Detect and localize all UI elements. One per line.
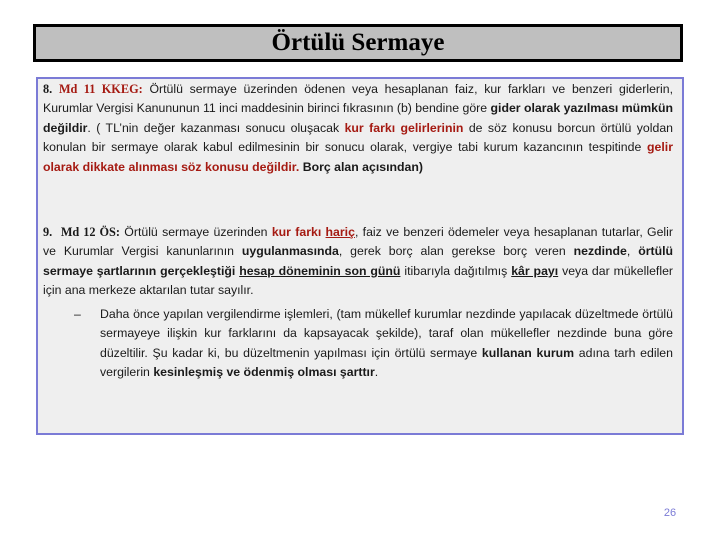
p8-red-2: gelir olarak dikkate alınması söz konusu değildir. bbox=[43, 140, 673, 174]
sub-text-2: adına tarh edilen vergilerin bbox=[100, 345, 673, 380]
p9-bold-3: örtülü sermaye şartlarının gerçekleştiği bbox=[43, 244, 674, 278]
p9-bold-underline-1: hesap döneminin son günü bbox=[239, 263, 401, 278]
p9-bold-2: nezdinde bbox=[573, 244, 627, 259]
p8-text-1: Örtülü sermaye üzerinden ödenen veya hesaplanan faiz, kur farkları ve benzeri giderlerin, Kurumlar Vergisi Kanununun 11 inci maddesinin birinci fıkrasının (b) bendine göre bbox=[43, 82, 673, 116]
page-number: 26 bbox=[663, 507, 677, 519]
p9-bold-underline-2: kâr payı bbox=[511, 263, 559, 278]
sub-text-3: . bbox=[374, 365, 379, 380]
slide-title-bar bbox=[33, 24, 683, 62]
sub-bullet bbox=[74, 305, 673, 383]
paragraph-8 bbox=[43, 80, 673, 177]
paragraph-9 bbox=[43, 223, 673, 301]
p9-text-1: Örtülü sermaye üzerinden bbox=[124, 225, 268, 239]
p9-red-2: hariç bbox=[325, 225, 355, 239]
p9-text-4: , bbox=[626, 244, 631, 259]
sub-bold-2: kesinleşmiş ve ödenmiş olması şarttır bbox=[153, 365, 375, 380]
p8-article-ref: Md 11 KKEG: bbox=[58, 82, 143, 96]
p9-text-3: , gerek borç alan gerekse borç veren bbox=[338, 244, 566, 259]
sub-bold-1: kullanan kurum bbox=[481, 345, 575, 360]
p9-red-1: kur farkı bbox=[271, 225, 322, 239]
p9-text-2: , faiz ve benzeri ödemeler veya hesaplanan tutarlar, Gelir ve Kurumlar Vergisi kanunlarının bbox=[43, 225, 673, 259]
p8-text-3: de söz konusu borcun örtülü yoldan konulan bir sermaye olarak kabul edilmesinin bir sonucu olarak, vergiye tabi kurum kazancının tespitinde bbox=[43, 120, 673, 155]
p8-number: 8. bbox=[43, 82, 53, 96]
dash-bullet-icon: – bbox=[74, 307, 81, 321]
p9-text-5: itibarıyla dağıtılmış bbox=[404, 263, 508, 278]
p8-bold-2: Borç alan açısından) bbox=[302, 159, 423, 174]
p8-red-1: kur farkı gelirlerinin bbox=[344, 120, 464, 135]
sub-text-1: Daha önce yapılan vergilendirme işlemleri, (tam mükellef kurumlar nezdinde yapılacak düzeltmede örtülü sermayeye ilişkin kur farklarını da kapsayacak şekilde), taraf olan mükellefler nezdinde buna göre düzeltilir. Şu kadar ki, bu düzeltmenin yapılması için örtülü sermaye bbox=[100, 307, 673, 360]
p8-text-2: . ( TL’nin değer kazanması sonucu oluşacak bbox=[87, 120, 340, 135]
slide-title: Örtülü Sermaye bbox=[271, 29, 445, 56]
p9-text-6: veya dar mükellefler için ana merkeze aktarılan tutar sayılır. bbox=[43, 263, 674, 298]
p9-bold-1: uygulanmasında bbox=[241, 244, 339, 259]
p8-bold-1: gider olarak yazılması mümkün değildir bbox=[43, 101, 673, 135]
p9-article-ref: Md 12 ÖS: bbox=[60, 225, 120, 239]
content-box bbox=[36, 77, 684, 435]
p9-number: 9. bbox=[43, 225, 53, 239]
